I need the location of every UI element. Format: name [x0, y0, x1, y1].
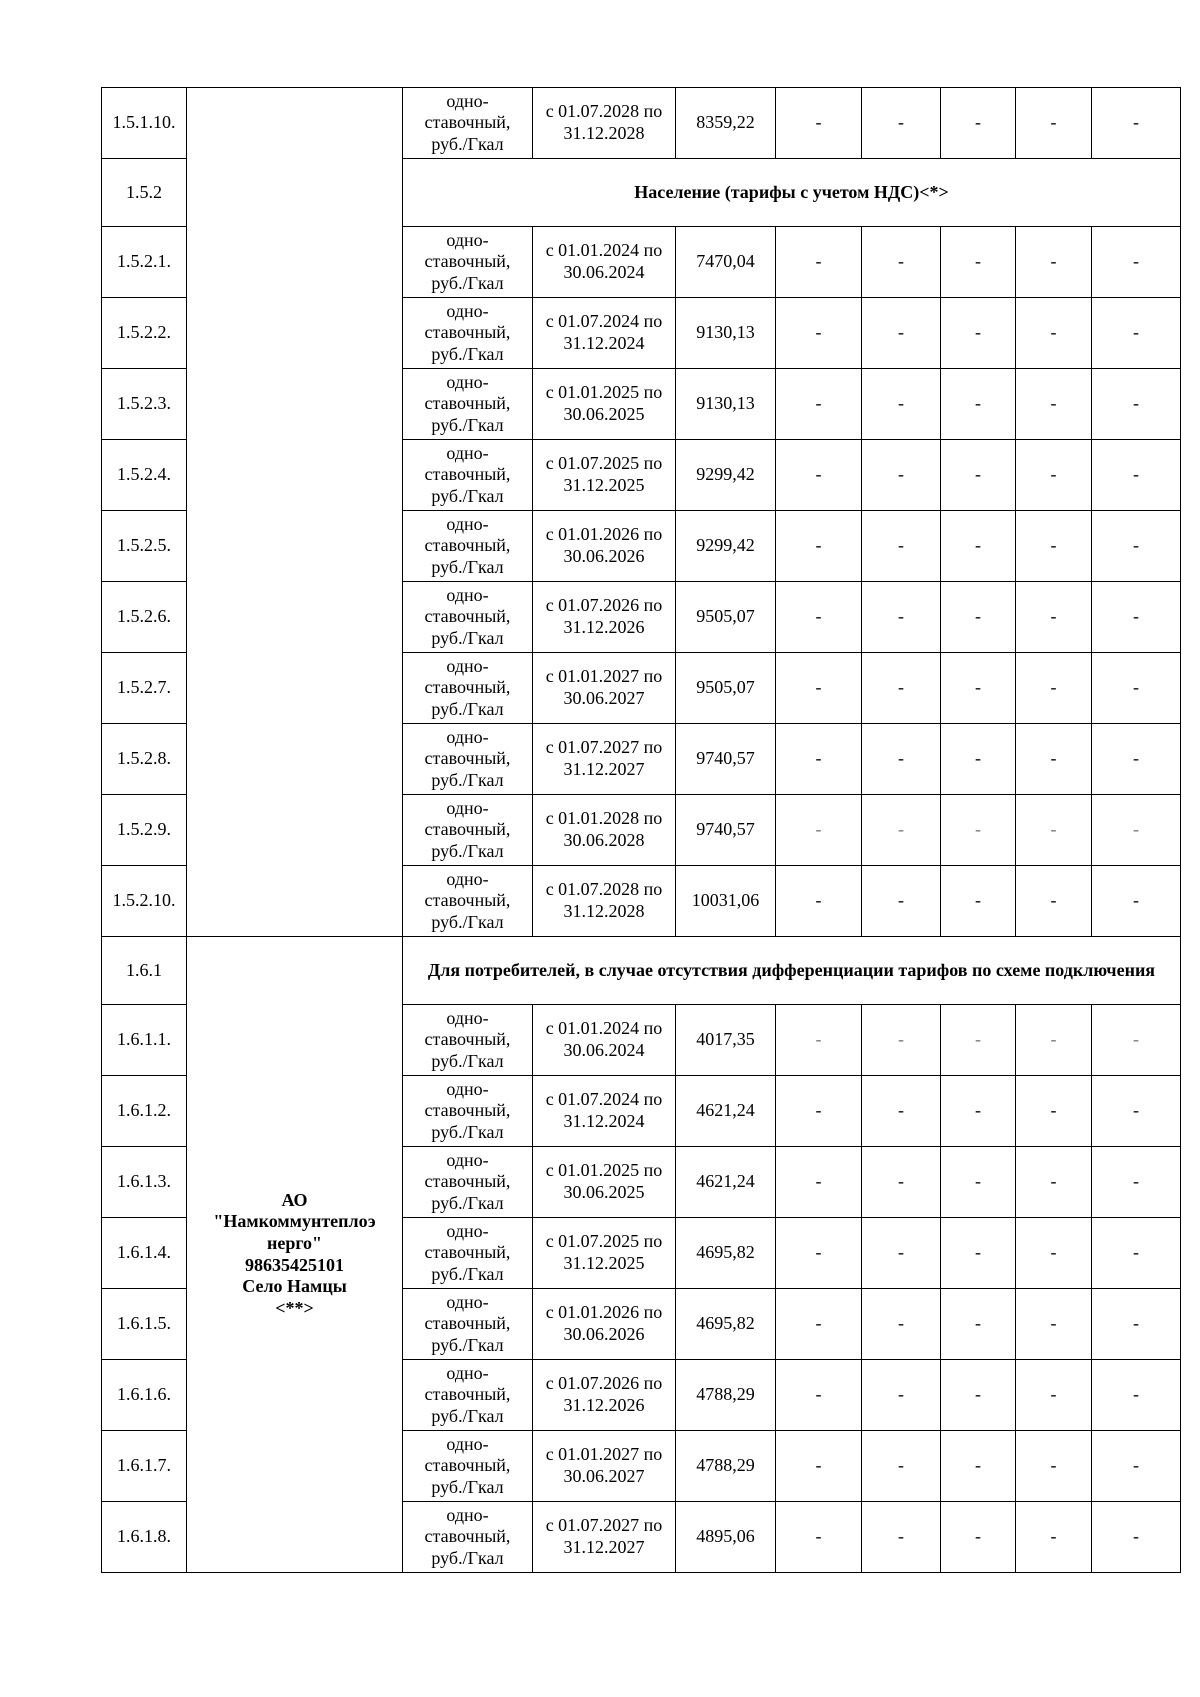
- empty-value-dash: -: [1092, 1218, 1181, 1289]
- section-title: Для потребителей, в случае отсутствия дифференциации тарифов по схеме подключения: [403, 937, 1181, 1005]
- tariff-period: с 01.01.2024 по 30.06.2024: [533, 1005, 676, 1076]
- row-number: 1.6.1.7.: [102, 1431, 187, 1502]
- tariff-period: с 01.07.2027 по 31.12.2027: [533, 724, 676, 795]
- empty-value-dash: -: [862, 1360, 941, 1431]
- tariff-value: 9130,13: [676, 298, 776, 369]
- empty-value-dash: -: [1092, 298, 1181, 369]
- empty-value-dash: -: [1092, 795, 1181, 866]
- organization-name-line: Село Намцы: [242, 1276, 347, 1297]
- row-number: 1.6.1.8.: [102, 1502, 187, 1573]
- empty-value-dash: -: [1016, 298, 1092, 369]
- tariff-period: с 01.07.2028 по 31.12.2028: [533, 866, 676, 937]
- tariff-value: 4788,29: [676, 1360, 776, 1431]
- empty-value-dash: -: [776, 795, 862, 866]
- row-number: 1.5.2.1.: [102, 227, 187, 298]
- empty-value-dash: -: [941, 88, 1016, 159]
- empty-value-dash: -: [1016, 795, 1092, 866]
- empty-value-dash: -: [862, 88, 941, 159]
- row-number: 1.6.1.1.: [102, 1005, 187, 1076]
- empty-value-dash: -: [941, 795, 1016, 866]
- tariff-value: 4788,29: [676, 1431, 776, 1502]
- empty-value-dash: -: [862, 440, 941, 511]
- empty-value-dash: -: [862, 795, 941, 866]
- tariff-period: с 01.01.2025 по 30.06.2025: [533, 369, 676, 440]
- empty-value-dash: -: [1092, 1147, 1181, 1218]
- tariff-value: 4895,06: [676, 1502, 776, 1573]
- tariff-period: с 01.01.2024 по 30.06.2024: [533, 227, 676, 298]
- empty-value-dash: -: [1016, 227, 1092, 298]
- empty-value-dash: -: [862, 511, 941, 582]
- tariff-period: с 01.07.2024 по 31.12.2024: [533, 1076, 676, 1147]
- empty-value-dash: -: [776, 653, 862, 724]
- empty-value-dash: -: [776, 369, 862, 440]
- tariff-value: 9740,57: [676, 724, 776, 795]
- row-number: 1.6.1.5.: [102, 1289, 187, 1360]
- organization-name-line: 98635425101: [245, 1254, 344, 1275]
- empty-value-dash: -: [776, 724, 862, 795]
- empty-value-dash: -: [1016, 653, 1092, 724]
- tariff-period: с 01.01.2027 по 30.06.2027: [533, 1431, 676, 1502]
- row-number: 1.5.2.10.: [102, 866, 187, 937]
- row-number: 1.6.1.3.: [102, 1147, 187, 1218]
- rate-type: одно-ставочный, руб./Гкал: [403, 511, 533, 582]
- empty-value-dash: -: [1092, 1431, 1181, 1502]
- empty-value-dash: -: [1092, 1502, 1181, 1573]
- row-number: 1.5.2.6.: [102, 582, 187, 653]
- row-number: 1.5.2.5.: [102, 511, 187, 582]
- empty-value-dash: -: [776, 1147, 862, 1218]
- empty-value-dash: -: [1092, 866, 1181, 937]
- empty-value-dash: -: [941, 866, 1016, 937]
- tariff-period: с 01.07.2025 по 31.12.2025: [533, 1218, 676, 1289]
- empty-value-dash: -: [862, 1076, 941, 1147]
- tariff-table: [101, 87, 1181, 1573]
- empty-value-dash: -: [1092, 582, 1181, 653]
- rate-type: одно-ставочный, руб./Гкал: [403, 795, 533, 866]
- empty-value-dash: -: [1092, 1076, 1181, 1147]
- rate-type: одно-ставочный, руб./Гкал: [403, 1218, 533, 1289]
- tariff-period: с 01.01.2028 по 30.06.2028: [533, 795, 676, 866]
- rate-type: одно-ставочный, руб./Гкал: [403, 582, 533, 653]
- tariff-value: 4695,82: [676, 1218, 776, 1289]
- rate-type: одно-ставочный, руб./Гкал: [403, 298, 533, 369]
- empty-value-dash: -: [1016, 1218, 1092, 1289]
- tariff-value: 9505,07: [676, 582, 776, 653]
- tariff-table-body: [102, 88, 1181, 1573]
- empty-value-dash: -: [1016, 1147, 1092, 1218]
- empty-value-dash: -: [1092, 440, 1181, 511]
- empty-value-dash: -: [862, 724, 941, 795]
- tariff-value: 9299,42: [676, 511, 776, 582]
- empty-value-dash: -: [776, 1218, 862, 1289]
- empty-value-dash: -: [941, 653, 1016, 724]
- rate-type: одно-ставочный, руб./Гкал: [403, 724, 533, 795]
- rate-type: одно-ставочный, руб./Гкал: [403, 1076, 533, 1147]
- tariff-value: 9130,13: [676, 369, 776, 440]
- empty-value-dash: -: [776, 1502, 862, 1573]
- empty-value-dash: -: [776, 511, 862, 582]
- rate-type: одно-ставочный, руб./Гкал: [403, 866, 533, 937]
- rate-type: одно-ставочный, руб./Гкал: [403, 1005, 533, 1076]
- tariff-value: 4621,24: [676, 1076, 776, 1147]
- empty-value-dash: -: [1016, 1289, 1092, 1360]
- empty-value-dash: -: [862, 1502, 941, 1573]
- empty-value-dash: -: [941, 1431, 1016, 1502]
- empty-value-dash: -: [1092, 1005, 1181, 1076]
- organization-cell: [187, 937, 403, 1573]
- empty-value-dash: -: [776, 1005, 862, 1076]
- row-number: 1.5.2.3.: [102, 369, 187, 440]
- empty-value-dash: -: [1016, 88, 1092, 159]
- section-header-row: [102, 937, 1181, 1005]
- empty-value-dash: -: [1016, 1431, 1092, 1502]
- empty-value-dash: -: [1016, 511, 1092, 582]
- tariff-period: с 01.07.2028 по 31.12.2028: [533, 88, 676, 159]
- empty-value-dash: -: [1016, 1076, 1092, 1147]
- row-number: 1.6.1: [102, 937, 187, 1005]
- row-number: 1.5.2.2.: [102, 298, 187, 369]
- rate-type: одно-ставочный, руб./Гкал: [403, 440, 533, 511]
- empty-value-dash: -: [862, 653, 941, 724]
- empty-value-dash: -: [1016, 440, 1092, 511]
- empty-value-dash: -: [1016, 1005, 1092, 1076]
- empty-value-dash: -: [941, 1360, 1016, 1431]
- tariff-period: с 01.01.2027 по 30.06.2027: [533, 653, 676, 724]
- tariff-period: с 01.07.2025 по 31.12.2025: [533, 440, 676, 511]
- empty-value-dash: -: [776, 440, 862, 511]
- empty-value-dash: -: [941, 511, 1016, 582]
- empty-value-dash: -: [862, 369, 941, 440]
- empty-value-dash: -: [941, 1076, 1016, 1147]
- empty-value-dash: -: [941, 724, 1016, 795]
- empty-value-dash: -: [1092, 653, 1181, 724]
- empty-value-dash: -: [1092, 724, 1181, 795]
- organization-name-line: нерго": [266, 1232, 323, 1253]
- organization-name-line: <**>: [275, 1297, 314, 1318]
- tariff-period: с 01.01.2026 по 30.06.2026: [533, 511, 676, 582]
- rate-type: одно-ставочный, руб./Гкал: [403, 227, 533, 298]
- tariff-value: 8359,22: [676, 88, 776, 159]
- empty-value-dash: -: [1016, 866, 1092, 937]
- empty-value-dash: -: [1016, 724, 1092, 795]
- empty-value-dash: -: [862, 227, 941, 298]
- organization-name-line: АО: [281, 1189, 308, 1210]
- row-number: 1.6.1.2.: [102, 1076, 187, 1147]
- empty-value-dash: -: [862, 1005, 941, 1076]
- row-number: 1.5.2.7.: [102, 653, 187, 724]
- empty-value-dash: -: [941, 369, 1016, 440]
- empty-value-dash: -: [776, 582, 862, 653]
- empty-value-dash: -: [941, 1502, 1016, 1573]
- empty-value-dash: -: [1092, 88, 1181, 159]
- row-number: 1.6.1.6.: [102, 1360, 187, 1431]
- empty-value-dash: -: [941, 298, 1016, 369]
- empty-value-dash: -: [941, 440, 1016, 511]
- empty-value-dash: -: [862, 1218, 941, 1289]
- empty-value-dash: -: [941, 1147, 1016, 1218]
- empty-value-dash: -: [1016, 582, 1092, 653]
- row-number: 1.5.1.10.: [102, 88, 187, 159]
- empty-value-dash: -: [1016, 369, 1092, 440]
- rate-type: одно-ставочный, руб./Гкал: [403, 88, 533, 159]
- empty-value-dash: -: [776, 1360, 862, 1431]
- tariff-period: с 01.01.2026 по 30.06.2026: [533, 1289, 676, 1360]
- empty-value-dash: -: [941, 1289, 1016, 1360]
- tariff-value: 9299,42: [676, 440, 776, 511]
- tariff-period: с 01.01.2025 по 30.06.2025: [533, 1147, 676, 1218]
- tariff-value: 9740,57: [676, 795, 776, 866]
- empty-value-dash: -: [862, 1289, 941, 1360]
- row-number: 1.5.2.9.: [102, 795, 187, 866]
- empty-value-dash: -: [1092, 227, 1181, 298]
- rate-type: одно-ставочный, руб./Гкал: [403, 1360, 533, 1431]
- empty-value-dash: -: [862, 298, 941, 369]
- empty-value-dash: -: [862, 1147, 941, 1218]
- rate-type: одно-ставочный, руб./Гкал: [403, 1502, 533, 1573]
- empty-value-dash: -: [776, 88, 862, 159]
- organization-cell-continued: [187, 88, 403, 937]
- empty-value-dash: -: [776, 1289, 862, 1360]
- empty-value-dash: -: [1092, 511, 1181, 582]
- tariff-period: с 01.07.2024 по 31.12.2024: [533, 298, 676, 369]
- empty-value-dash: -: [776, 1431, 862, 1502]
- rate-type: одно-ставочный, руб./Гкал: [403, 1431, 533, 1502]
- organization-name-line: "Намкоммунтеплоэ: [213, 1211, 376, 1232]
- section-title: Население (тарифы с учетом НДС)<*>: [403, 159, 1181, 227]
- empty-value-dash: -: [776, 227, 862, 298]
- empty-value-dash: -: [941, 582, 1016, 653]
- row-number: 1.5.2: [102, 159, 187, 227]
- tariff-period: с 01.07.2026 по 31.12.2026: [533, 1360, 676, 1431]
- row-number: 1.5.2.8.: [102, 724, 187, 795]
- tariff-value: 7470,04: [676, 227, 776, 298]
- rate-type: одно-ставочный, руб./Гкал: [403, 1289, 533, 1360]
- empty-value-dash: -: [941, 1005, 1016, 1076]
- tariff-value: 9505,07: [676, 653, 776, 724]
- tariff-period: с 01.07.2026 по 31.12.2026: [533, 582, 676, 653]
- empty-value-dash: -: [1092, 369, 1181, 440]
- empty-value-dash: -: [862, 582, 941, 653]
- row-number: 1.5.2.4.: [102, 440, 187, 511]
- tariff-value: 10031,06: [676, 866, 776, 937]
- tariff-value: 4621,24: [676, 1147, 776, 1218]
- tariff-value: 4017,35: [676, 1005, 776, 1076]
- tariff-period: с 01.07.2027 по 31.12.2027: [533, 1502, 676, 1573]
- empty-value-dash: -: [776, 866, 862, 937]
- rate-type: одно-ставочный, руб./Гкал: [403, 653, 533, 724]
- empty-value-dash: -: [1016, 1502, 1092, 1573]
- tariff-value: 4695,82: [676, 1289, 776, 1360]
- empty-value-dash: -: [1092, 1360, 1181, 1431]
- empty-value-dash: -: [941, 1218, 1016, 1289]
- row-number: 1.6.1.4.: [102, 1218, 187, 1289]
- rate-type: одно-ставочный, руб./Гкал: [403, 369, 533, 440]
- empty-value-dash: -: [776, 1076, 862, 1147]
- rate-type: одно-ставочный, руб./Гкал: [403, 1147, 533, 1218]
- empty-value-dash: -: [776, 298, 862, 369]
- empty-value-dash: -: [1092, 1289, 1181, 1360]
- table-row: [102, 88, 1181, 159]
- empty-value-dash: -: [941, 227, 1016, 298]
- empty-value-dash: -: [1016, 1360, 1092, 1431]
- empty-value-dash: -: [862, 1431, 941, 1502]
- empty-value-dash: -: [862, 866, 941, 937]
